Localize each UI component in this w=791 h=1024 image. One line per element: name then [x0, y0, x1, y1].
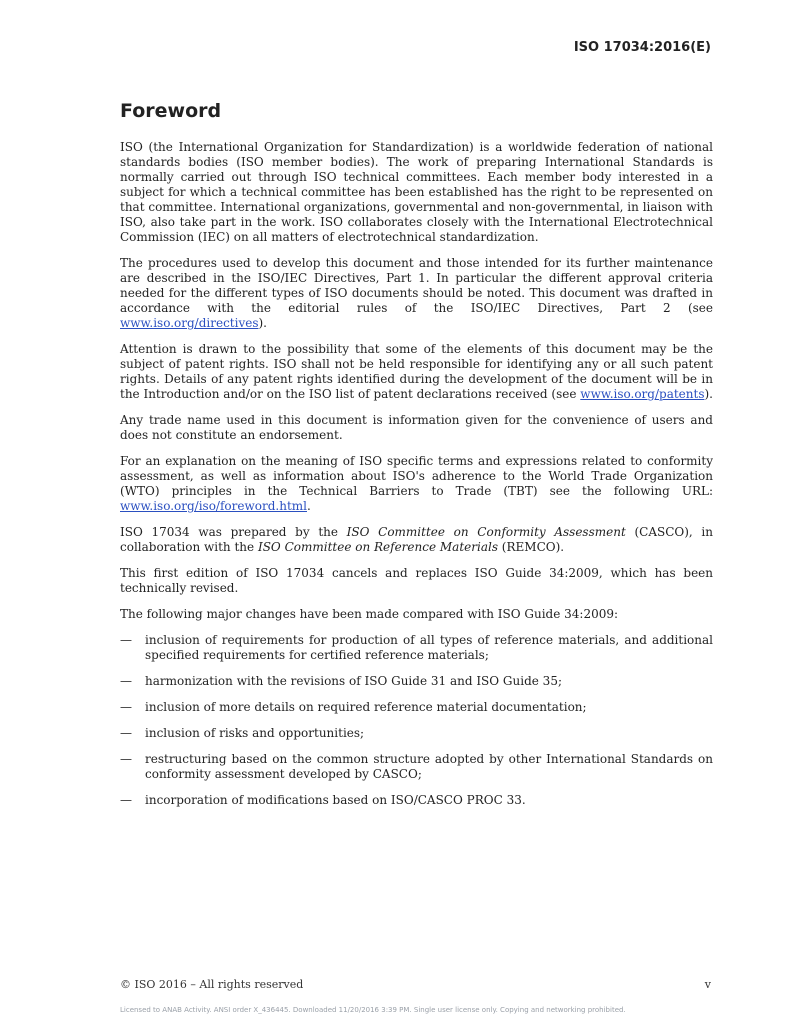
paragraph-changes-intro: The following major changes have been made compared with ISO Guide 34:2009: [120, 607, 619, 621]
dash-bullet: — [120, 752, 132, 766]
list-item-text: inclusion of more details on required reference material documentation; [145, 700, 587, 714]
list-item [120, 752, 713, 782]
dash-bullet: — [120, 633, 132, 647]
list-item [120, 700, 713, 715]
paragraph-text-end: ). [704, 387, 713, 401]
foreword-body [120, 140, 713, 819]
list-item [120, 726, 713, 741]
changes-list [120, 633, 713, 808]
paragraph-text: The procedures used to develop this document and those intended for its further maintenance are described in the ISO/IEC Directives, Part 1. In particular the different approval criteria needed for the different types of ISO documents should be noted. This document was drafted in accordance with the editorial rules of the ISO/IEC Directives, Part 2 (see [120, 256, 713, 315]
dash-bullet: — [120, 726, 132, 740]
paragraph-text: (CASCO), in collaboration with the [120, 525, 713, 554]
list-item-text: restructuring based on the common structure adopted by other International Standards on conformity assessment developed by CASCO; [145, 752, 713, 781]
dash-bullet: — [120, 793, 132, 807]
list-item [120, 674, 713, 689]
paragraph-procedures [120, 256, 713, 331]
list-item-text: harmonization with the revisions of ISO Guide 31 and ISO Guide 35; [145, 674, 562, 688]
paragraph-text-end: . [306, 499, 311, 513]
document-identifier: ISO 17034:2016(E) [573, 40, 711, 55]
paragraph-trade-name: Any trade name used in this document is information given for the convenience of users and does not constitute an endorsement. [120, 413, 713, 442]
paragraph-text-end: ). [258, 316, 267, 330]
paragraph-conformity-terms [120, 454, 713, 514]
paragraph-text: Attention is drawn to the possibility that some of the elements of this document may be the subject of patent rights. ISO shall not be held responsible for identifying any or all such patent rights. Details of any patent rights identified during the development of the document will be in the Introduction and/or on the ISO list of patent declarations received (see [120, 342, 713, 401]
list-item [120, 633, 713, 663]
patents-link[interactable]: www.iso.org/patents [580, 387, 705, 401]
dash-bullet: — [120, 700, 132, 714]
remco-committee-name: ISO Committee on Reference Materials [257, 540, 498, 554]
casco-committee-name: ISO Committee on Conformity Assessment [346, 525, 626, 539]
list-item-text: inclusion of requirements for production of all types of reference materials, and additional specified requirements for certified reference materials; [145, 633, 713, 662]
paragraph-text: For an explanation on the meaning of ISO specific terms and expressions related to conformity assessment, as well as information about ISO's adherence to the World Trade Organization (WTO) principles in the Technical Barriers to Trade (TBT) see the following URL: [120, 454, 713, 498]
paragraph-text-end: (REMCO). [497, 540, 565, 554]
list-item-text: inclusion of risks and opportunities; [145, 726, 365, 740]
page-number: v [704, 978, 711, 991]
paragraph-edition: This first edition of ISO 17034 cancels and replaces ISO Guide 34:2009, which has been technically revised. [120, 566, 713, 595]
paragraph-prepared-by [120, 525, 713, 555]
list-item-text: incorporation of modifications based on ISO/CASCO PROC 33. [145, 793, 526, 807]
paragraph-patents [120, 342, 713, 402]
paragraph-iso-intro: ISO (the International Organization for Standardization) is a worldwide federation of national standards bodies (ISO member bodies). The work of preparing International Standards is normally carried out through ISO technical committees. Each member body interested in a subject for which a technical committee has been established has the right to be represented on that committee. International organizations, governmental and non-governmental, in liaison with ISO, also take part in the work. ISO collaborates closely with the International Electrotechnical Commission (IEC) on all matters of electrotechnical standardization. [120, 140, 713, 244]
list-item [120, 793, 713, 808]
dash-bullet: — [120, 674, 132, 688]
page-title: Foreword [120, 100, 222, 122]
paragraph-text: ISO 17034 was prepared by the [120, 525, 347, 539]
license-watermark: Licensed to ANAB Activity. ANSI order X_436445. Downloaded 11/20/2016 3:39 PM. Single user license only. Copying and networking prohibited. [120, 1006, 626, 1014]
copyright-notice: © ISO 2016 – All rights reserved [120, 978, 304, 991]
directives-link[interactable]: www.iso.org/directives [120, 316, 259, 330]
foreword-link[interactable]: www.iso.org/iso/foreword.html [120, 499, 307, 513]
